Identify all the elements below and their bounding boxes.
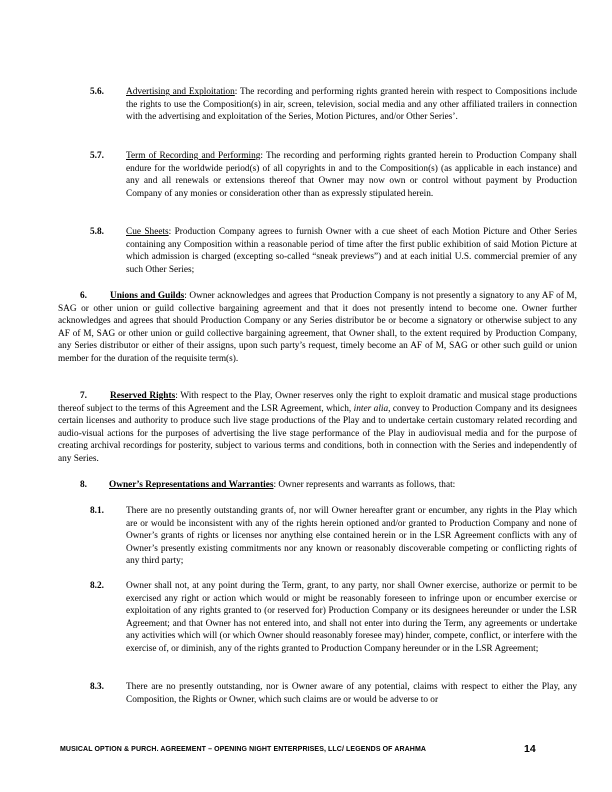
section-text-7-italic: inter alia <box>353 403 389 414</box>
section-heading-5-8: Cue Sheets <box>126 227 169 237</box>
section-number-8: 8. <box>80 480 87 490</box>
section-number-5-8: 5.8. <box>90 227 104 237</box>
section-heading-7: Reserved Rights <box>110 391 176 401</box>
section-number-5-6: 5.6. <box>90 87 104 97</box>
section-5-8 <box>126 226 577 276</box>
section-text-8-2: Owner shall not, at any point during the Term, grant, to any party, nor shall Owner exercise, authorize or permit to be exercised any right or action which would or might be reasonably foreseen to infringe upon or encumber exercise or exploitation of any rights granted to (or reserved for) Production Company or its designees hereunder or under the LSR Agreement; and that Owner has not entered into, and shall not enter into during the Term, any agreements or undertake any activities which will (or which Owner should reasonably foresee may) hinder, compete, conflict, or interfere with the exercise of, or diminish, any of the rights granted to Production Company hereunder or in the LSR Agreement; <box>126 581 577 654</box>
section-6 <box>58 290 577 366</box>
section-heading-8: Owner’s Representations and Warranties <box>109 480 274 490</box>
section-text-5-8: : Production Company agrees to furnish Owner with a cue sheet of each Motion Picture and Other Series containing any Composition within a reasonable period of time after the first public exhibition of said Motion Picture at which admission is charged (excepting so-called “sneak previews”) and at each initial U.S. commercial premier of any such Other Series; <box>126 227 577 275</box>
section-5-7 <box>126 150 577 200</box>
section-8 <box>109 479 455 492</box>
section-text-6: : Owner acknowledges and agrees that Production Company is not presently a signatory to any AF of M, SAG or other union or guild collective bargaining agreement and that it does not presently intend to become one. Owner further acknowledges and agrees that should Production Company or any Series distributor be or become a signatory or otherwise subject to any AF of M, SAG or other union or guild collective bargaining agreement, that Owner shall, to the extent required by Production Company, any Series distributor or either of their assigns, upon such party’s request, timely become an AF of M, SAG or other such guild or union member for the duration of the requisite term(s). <box>58 291 577 364</box>
section-text-8: : Owner represents and warrants as follows, that: <box>273 480 456 490</box>
section-number-6: 6. <box>80 291 87 301</box>
section-7 <box>58 390 577 466</box>
section-text-7b: , convey to Production Company and its designees certain licenses and authority to produce such live stage productions of the Play and to undertake certain customary related recording and audio-visual actions for the purposes of advertising the live stage performance of the Play in audiovisual media and for the purpose of creating archival recordings for posterity, subject to various terms and conditions, both in connection with the Series and independently of any Series. <box>58 403 577 464</box>
section-heading-5-6: Advertising and Exploitation <box>126 87 235 97</box>
section-text-5-7: : The recording and performing rights granted herein to Production Company shall endure for the worldwide period(s) of all copyrights in and to the Composition(s) (as applicable in each instance) and any and all renewals or extensions thereof that Owner may now own or control without payment by Production Company of any monies or consideration other than as expressly stipulated herein. <box>126 151 577 199</box>
section-heading-5-7: Term of Recording and Performing <box>126 151 261 161</box>
section-text-5-6: : The recording and performing rights granted herein with respect to Compositions include the rights to use the Composition(s) in air, screen, television, social media and any other affiliated trailers in connection with the advertising and exploitation of the Series, Motion Pictures, and/or Other Series’. <box>126 87 577 123</box>
section-text-8-1: There are no presently outstanding grants of, nor will Owner hereafter grant or encumber, any rights in the Play which are or would be inconsistent with any of the rights herein optioned and/or granted to Production Company and none of Owner’s grants of rights or licenses nor anything else contained herein or in the LSR Agreement conflicts with any of Owner’s presently existing commitments nor any known or reasonably discoverable competing or conflicting rights of any third party; <box>126 506 577 567</box>
section-number-8-3: 8.3. <box>90 682 104 692</box>
footer-text: MUSICAL OPTION & PURCH. AGREEMENT – OPENING NIGHT ENTERPRISES, LLC/ LEGENDS OF ARAHMA <box>60 746 427 753</box>
section-number-8-1: 8.1. <box>90 506 104 516</box>
section-text-7a: : With respect to the Play, Owner reserves only the right to exploit dramatic and musical stage productions thereof subject to the terms of this Agreement and the LSR Agreement, which, <box>58 391 577 414</box>
section-5-6 <box>126 86 577 124</box>
section-text-8-3: There are no presently outstanding, nor is Owner aware of any potential, claims with respect to either the Play, any Composition, the Rights or Owner, which such claims are or would be adverse to or <box>126 682 577 705</box>
section-heading-6: Unions and Guilds <box>110 291 185 301</box>
section-number-8-2: 8.2. <box>90 581 104 591</box>
section-number-7: 7. <box>80 391 87 401</box>
page-number: 14 <box>524 743 536 755</box>
section-number-5-7: 5.7. <box>90 151 104 161</box>
